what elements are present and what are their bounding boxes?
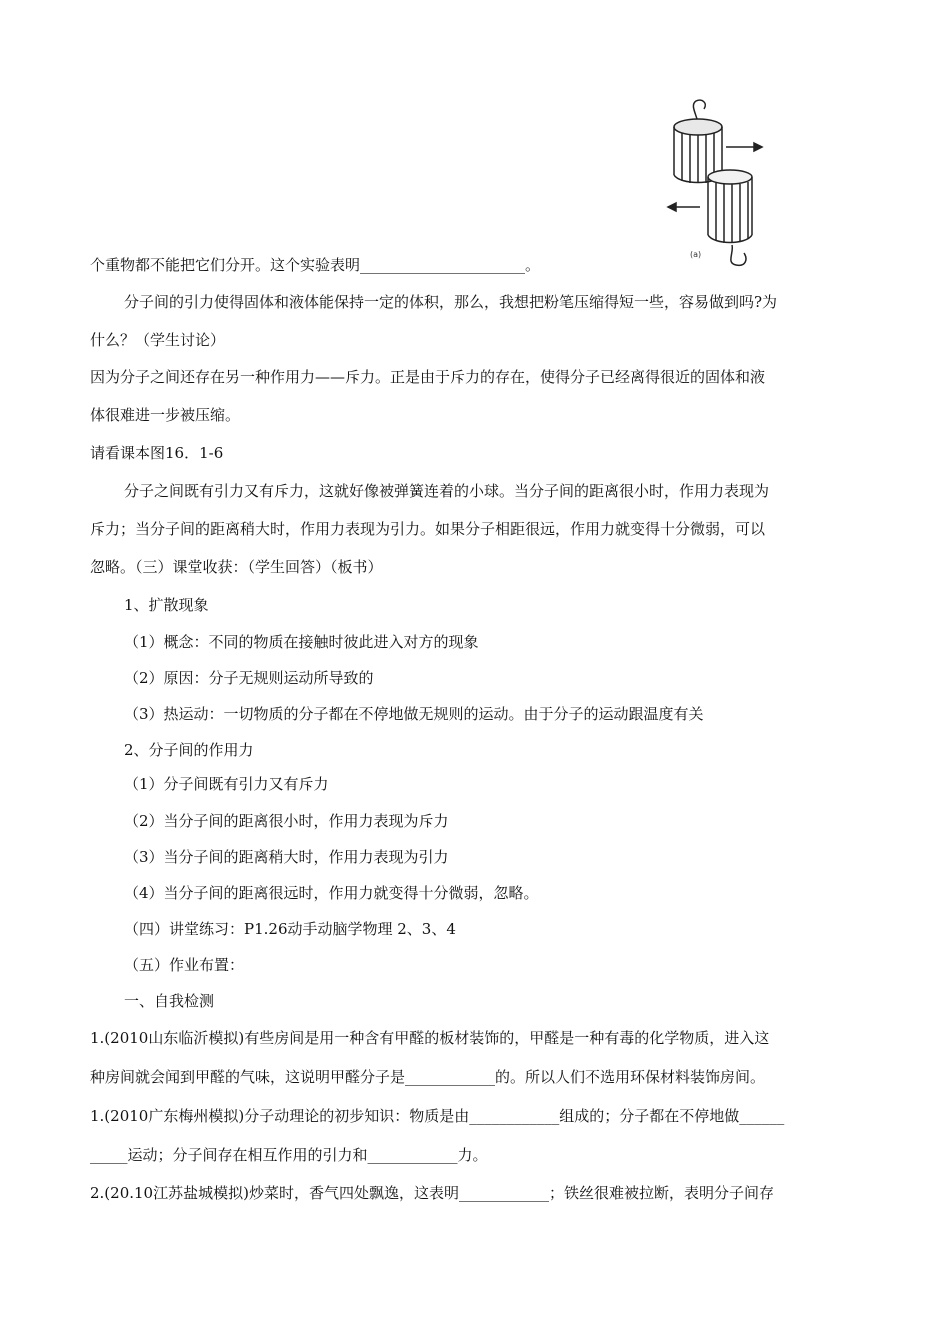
- left-arrow-icon: [668, 203, 676, 211]
- text-line: 2.(20.10江苏盐城模拟)炒菜时，香气四处飘逸，这表明____________；铁丝很难被拉断，表明分子间存: [90, 1184, 774, 1202]
- text-line: 分子之间既有引力又有斥力，这就好像被弹簧连着的小球。当分子间的距离很小时，作用力表现为: [124, 482, 770, 500]
- text-line: 2、分子间的作用力: [124, 741, 254, 759]
- text-line: _____运动；分子间存在相互作用的引力和____________力。: [90, 1146, 488, 1164]
- text-line: （2）当分子间的距离很小时，作用力表现为斥力: [124, 812, 449, 830]
- text-line: （2）原因：分子无规则运动所导致的: [124, 669, 374, 687]
- text-line: 忽略。（三）课堂收获：（学生回答）（板书）: [90, 558, 383, 576]
- text-line: 体很难进一步被压缩。: [90, 406, 241, 424]
- text-line: （四）讲堂练习：P1.26动手动脑学物理 2、3、4: [124, 920, 456, 938]
- text-line: 请看课本图16．1-6: [90, 444, 224, 462]
- text-line: （3）热运动：一切物质的分子都在不停地做无规则的运动。由于分子的运动跟温度有关: [124, 705, 704, 723]
- text-line: （1）概念：不同的物质在接触时彼此进入对方的现象: [124, 633, 479, 651]
- text-line: 个重物都不能把它们分开。这个实验表明______________________。: [90, 256, 541, 274]
- text-line: 因为分子之间还存在另一种作用力——斥力。正是由于斥力的存在，使得分子已经离得很近的固体和液: [90, 368, 766, 386]
- figure-caption: (a): [690, 250, 702, 259]
- text-line: 1.(2010山东临沂模拟)有些房间是用一种含有甲醛的板材装饰的，甲醛是一种有毒的化学物质，进入这: [90, 1029, 770, 1047]
- text-line: 1、扩散现象: [124, 596, 209, 614]
- text-line: 斥力；当分子间的距离稍大时，作用力表现为引力。如果分子相距很远，作用力就变得十分微弱，可以: [90, 520, 766, 538]
- text-line: 什么？（学生讨论）: [90, 331, 226, 349]
- text-line: （五）作业布置：: [124, 956, 245, 974]
- text-line: （1）分子间既有引力又有斥力: [124, 775, 329, 793]
- text-line: 种房间就会闻到甲醛的气味，这说明甲醛分子是____________的。所以人们不选用环保材料装饰房间。: [90, 1068, 766, 1086]
- text-line: 1.(2010广东梅州模拟)分子动理论的初步知识：物质是由____________组成的；分子都在不停地做______: [90, 1107, 785, 1125]
- text-line: （3）当分子间的距离稍大时，作用力表现为引力: [124, 848, 449, 866]
- text-line: （4）当分子间的距离很远时，作用力就变得十分微弱，忽略。: [124, 884, 539, 902]
- right-arrow-icon: [754, 143, 762, 151]
- lead-cylinders-figure: [660, 95, 770, 270]
- text-line: 分子间的引力使得固体和液体能保持一定的体积，那么，我想把粉笔压缩得短一些，容易做到吗?为: [124, 293, 778, 311]
- text-line: 一、自我检测: [124, 992, 215, 1010]
